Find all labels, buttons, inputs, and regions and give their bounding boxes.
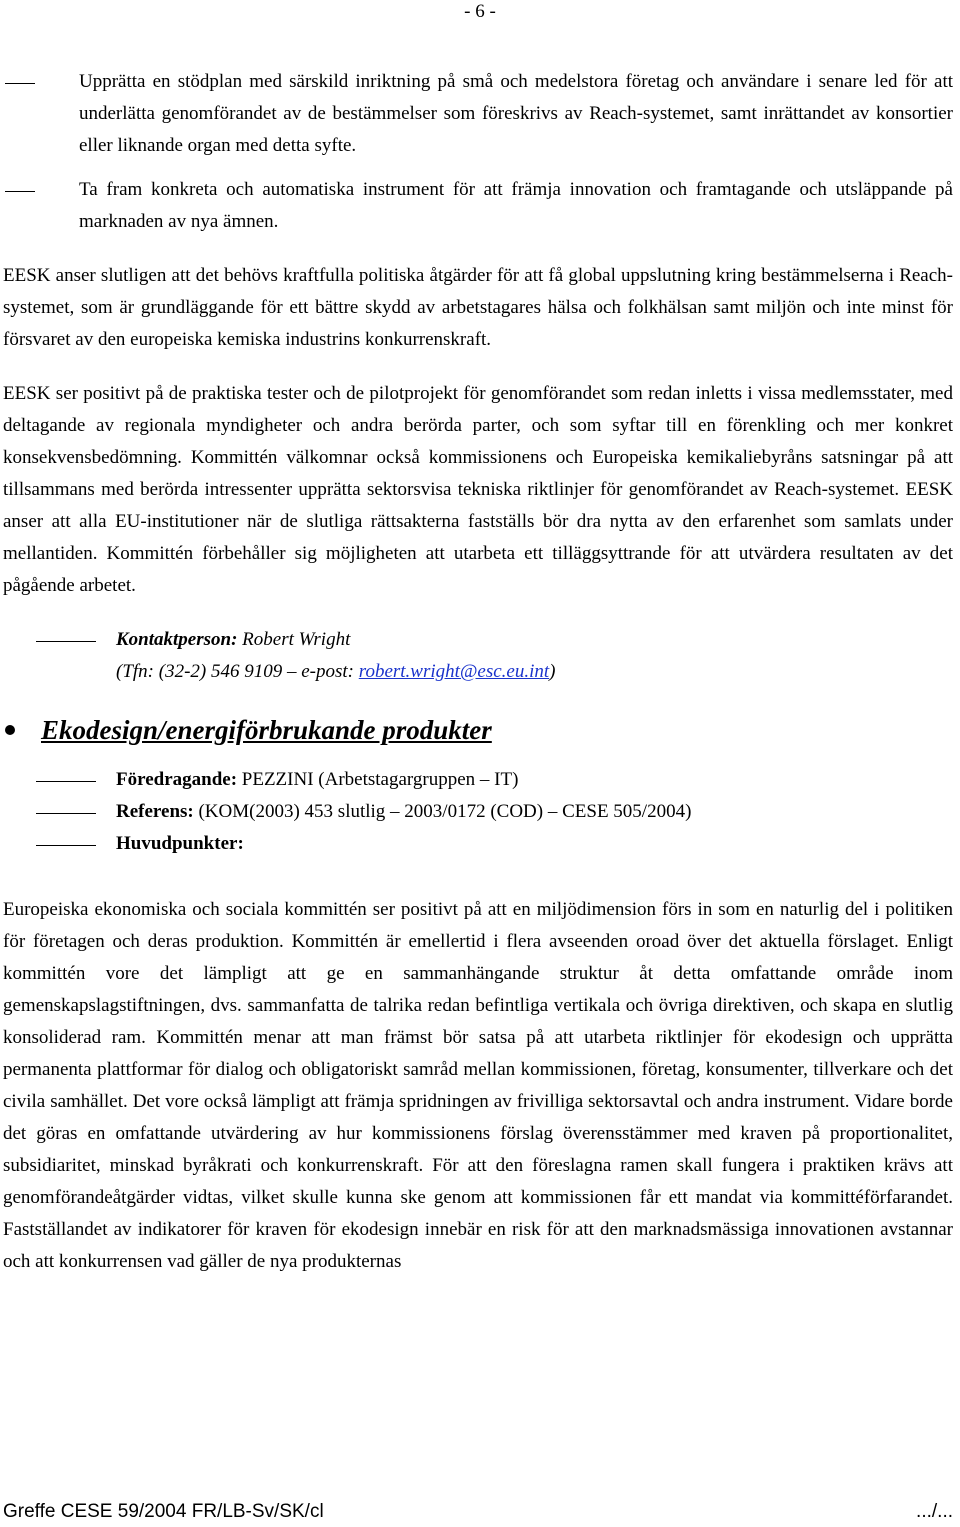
contact-email-dash: – <box>286 661 297 682</box>
keypoints-label: Huvudpunkter: <box>116 833 244 854</box>
bullet-text: Ta fram konkreta och automatiska instrument för att främja innovation och framtagande och utsläppande på marknaden av nya ämnen. <box>79 179 953 232</box>
contact-person <box>3 624 953 688</box>
paragraph-pilot-projects: EESK ser positivt på de praktiska tester och de pilotprojekt för genomförandet som redan inletts i vissa medlemsstater, med deltagande av regionala myndigheter och andra berörda parter, och som syftar till en förenkling och mer konkret konsekvensbedömning. Kommittén välkomnar också kommissionens och Europeiska kemikaliebyråns satsningar på att tillsammans med berörda intressenter upprätta sektorsvisa tekniska riktlinjer för genomförandet av Reach-systemet. EESK anser att alla EU-institutioner när de slutliga rättsakterna fastställs bör dra nytta av den erfarenhet som samlats under mellantiden. Kommittén förbehåller sig möjligheten att utarbeta ett tilläggsyttrande för att utvärdera resultaten av det pågående arbetet. <box>3 383 953 596</box>
section-title: Ekodesign/energiförbrukande produkter <box>41 715 492 745</box>
reference-value: (KOM(2003) 453 slutlig – 2003/0172 (COD) – CESE 505/2004) <box>198 801 692 822</box>
rapporteur-value: PEZZINI (Arbetstagargruppen – IT) <box>241 769 519 790</box>
contact-email-link[interactable]: robert.wright@esc.eu.int <box>358 661 550 682</box>
rapporteur-label: Föredragande: <box>116 769 238 790</box>
footer-continuation: .../... <box>916 1501 953 1522</box>
rapporteur-row <box>3 764 953 796</box>
reference-row <box>3 796 953 828</box>
contact-label: Kontaktperson: <box>116 629 238 650</box>
paragraph-ecodesign: Europeiska ekonomiska och sociala kommittén ser positivt på att en miljödimension förs in som en naturlig del i politiken för företagen och deras produktion. Kommittén är emellertid i flera avseenden oroad över det aktuella förslaget. Enligt kommittén vore det lämpligt att ge en sammanhängande struktur åt detta omfattande område inom gemenskapslagstiftningen, dvs. sammanfatta de talrika redan befintliga vertikala och övriga direktiven, och skapa en slutlig konsoliderad ram. Kommittén menar att man främst bör satsa på att utarbeta riktlinjer för ekodesign och upprätta permanenta plattformar för dialog och obligatoriskt samråd mellan kommissionen, företag, konsumenter, tillverkare och det civila samhället. Det vore också lämpligt att främja spridningen av frivilliga sektorsavtal och andra instrument. Vidare borde det göras en omfattande utvärdering av hur kommissionens förslag överensstämmer med kraven på proportionalitet, subsidiaritet, minskad byråkrati och konkurrenskraft. För att den föreslagna ramen skall fungera i praktiken krävs att genomförandeåtgärder vidtas, vilket skulle kunna ske genom att kommissionen får ett mandat via kommittéförfarandet. Fastställandet av indikatorer för kraven för ekodesign innebär en risk för att den marknadsmässiga innovationen avstannar och att konkurrensen vad gäller de nya produkternas <box>3 899 953 1272</box>
bullet-dot-icon <box>5 725 15 735</box>
contact-name: Robert Wright <box>242 629 351 650</box>
page-number: - 6 - <box>464 1 496 22</box>
reference-label: Referens: <box>116 801 194 822</box>
contact-close: ) <box>549 661 556 682</box>
contact-email-label: e-post: <box>301 661 354 682</box>
paragraph-policy: EESK anser slutligen att det behövs kraftfulla politiska åtgärder för att få global uppslutning kring bestämmelserna i Reach-systemet, som är grundläggande för ett bättre skydd av arbetstagares hälsa och folkhälsan samt miljön och inte minst för försvaret av den europeiska kemiska industrins konkurrenskraft. <box>3 265 953 350</box>
keypoints-row <box>3 828 953 860</box>
bullet-text: Upprätta en stödplan med särskild inriktning på små och medelstora företag och användare i senare led för att underlätta genomförandet av de bestämmelser som föreskrivs av Reach-systemet, samt inrättandet av konsortier eller liknande organ med detta syfte. <box>79 71 953 156</box>
contact-phone: (Tfn: (32-2) 546 9109 <box>116 661 283 682</box>
document-body <box>3 66 953 1278</box>
footer-reference: Greffe CESE 59/2004 FR/LB-Sv/SK/cl <box>3 1501 324 1522</box>
bullet-item-support-plan <box>3 66 953 162</box>
section-heading <box>3 710 953 750</box>
bullet-item-innovation <box>3 174 953 238</box>
